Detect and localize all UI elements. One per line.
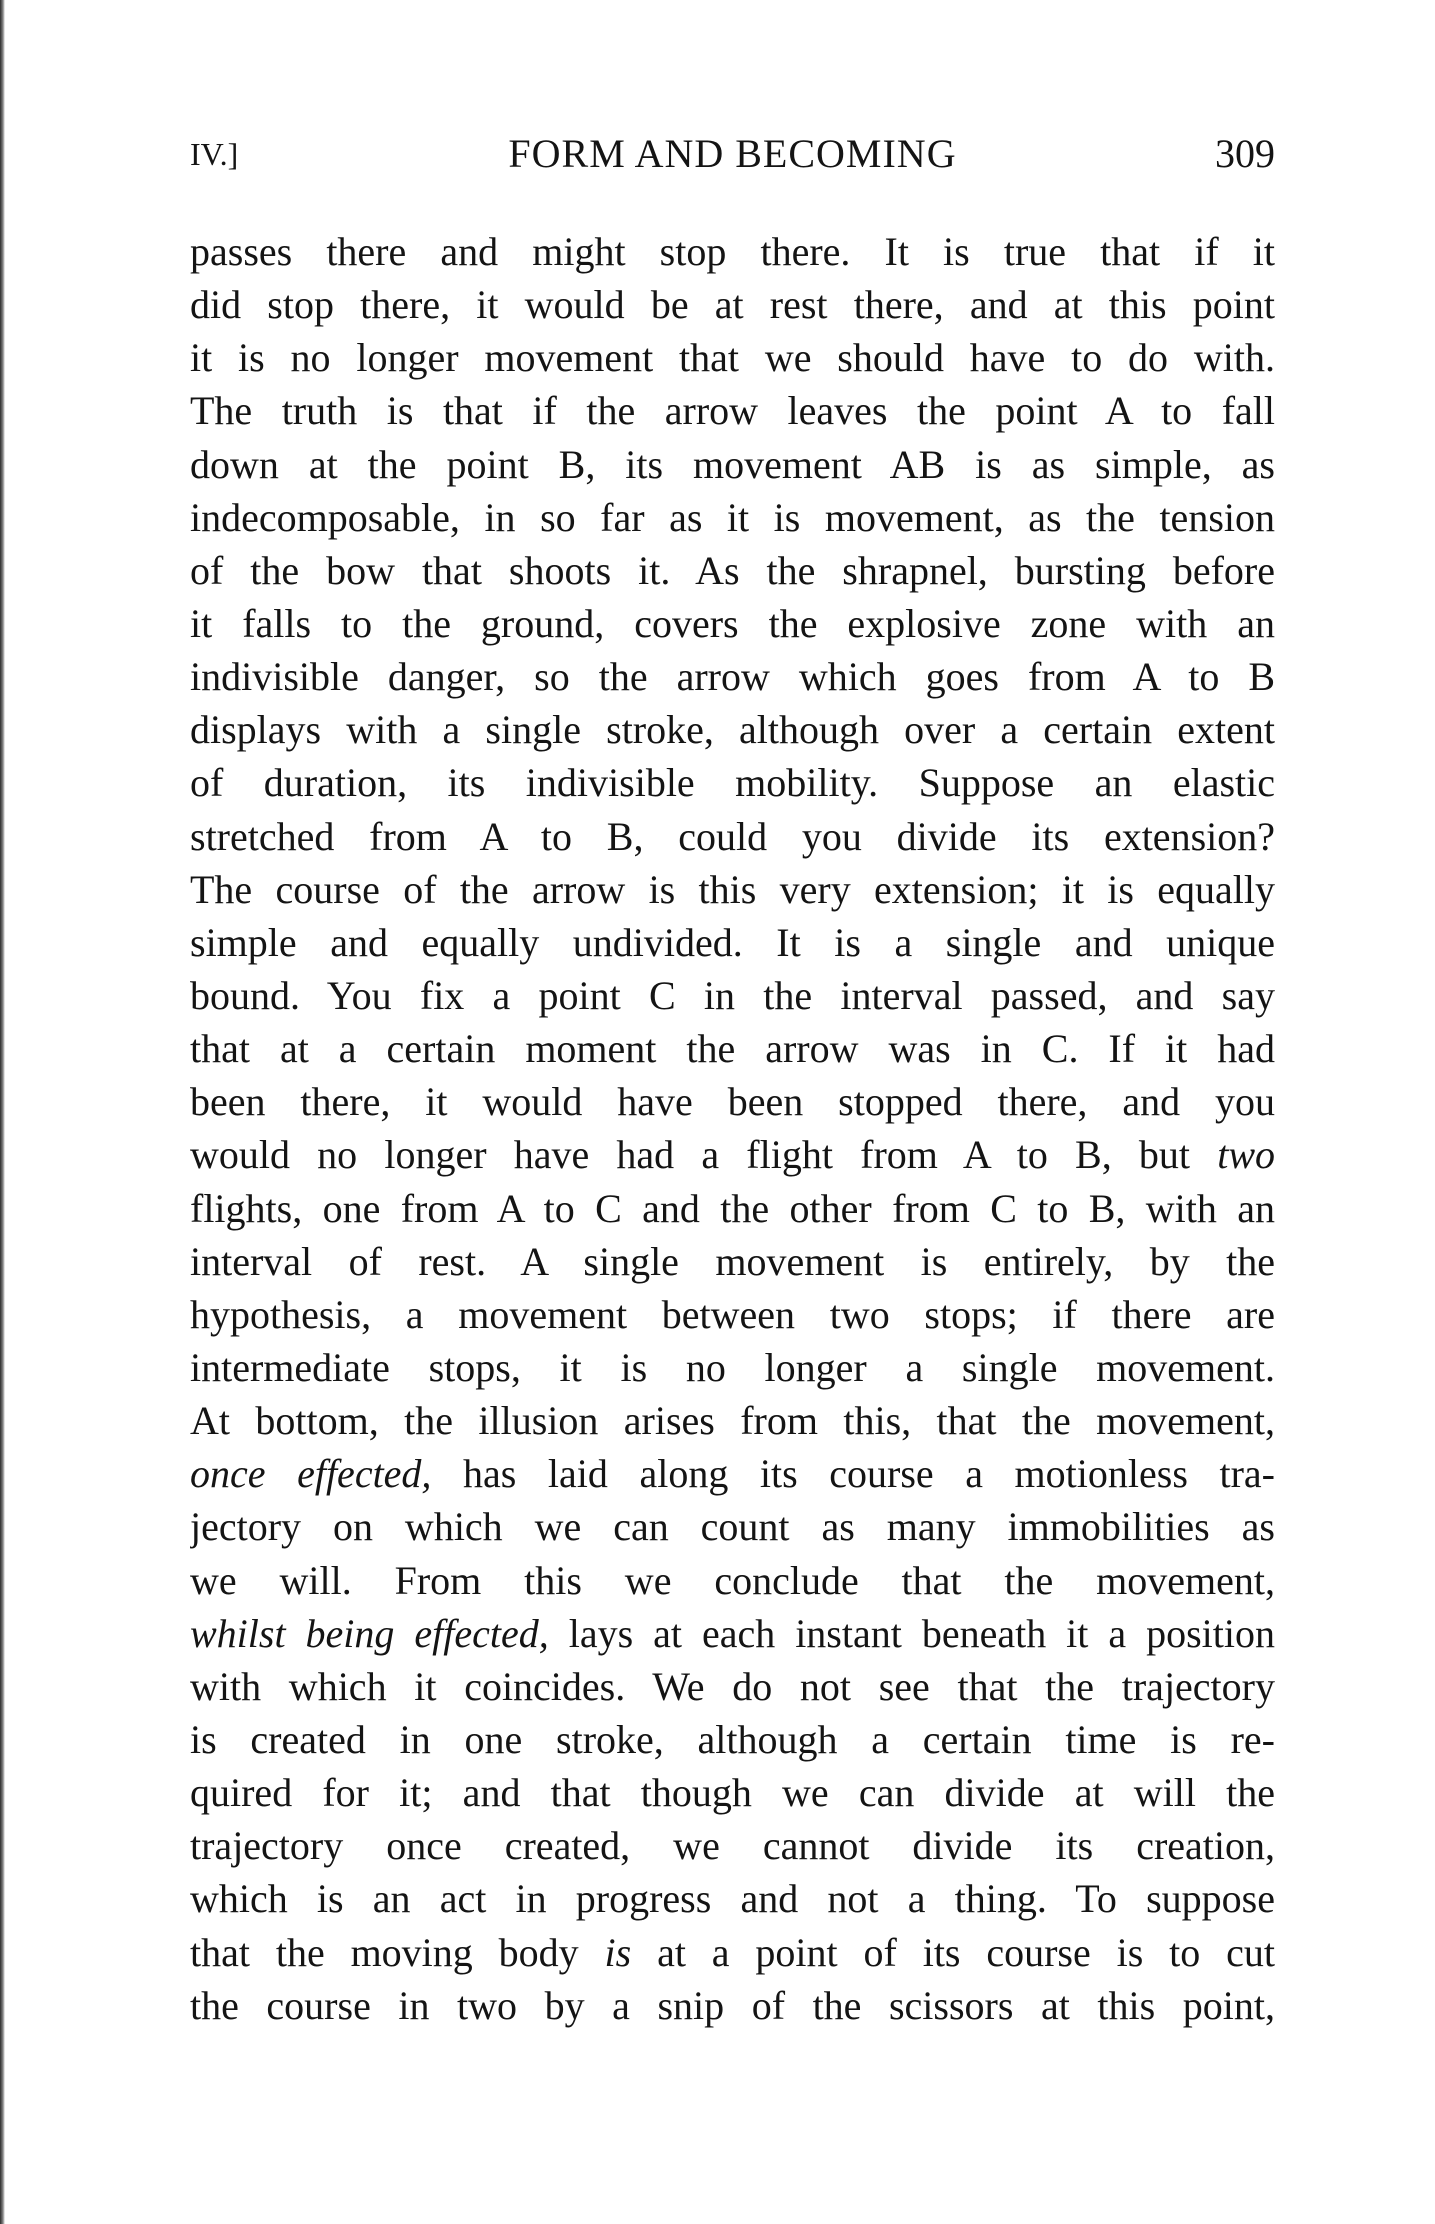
text-segment: would no longer have had a flight from A to B, but <box>190 1132 1218 1178</box>
text-line <box>190 225 1275 278</box>
text-segment: passes there and might stop there. It is true that if it <box>190 229 1275 274</box>
text-segment: it is no longer movement that we should have to do with. <box>190 335 1275 381</box>
text-segment: quired for it; and that though we can divide at will the <box>190 1770 1275 1816</box>
chapter-marker: IV.] <box>190 136 239 172</box>
text-segment: jectory on which we can count as many immobilities as <box>190 1504 1275 1550</box>
text-line <box>190 1447 1275 1500</box>
text-segment: of the bow that shoots it. As the shrapnel, bursting before <box>190 547 1275 593</box>
italic-text: two <box>1217 1132 1275 1178</box>
italic-text: whilst being effected, <box>190 1610 549 1656</box>
text-line <box>190 1235 1275 1288</box>
text-line <box>190 969 1275 1022</box>
text-line <box>190 1341 1275 1394</box>
text-segment: bound. You fix a point C in the interval passed, and say <box>190 972 1275 1018</box>
text-line <box>190 278 1275 331</box>
text-line <box>190 1713 1275 1766</box>
italic-text: is <box>604 1929 632 1975</box>
text-segment: At bottom, the illusion arises from this, that the movement, <box>190 1398 1275 1444</box>
text-line <box>190 916 1275 969</box>
text-segment: The course of the arrow is this very extension; it is equally <box>190 866 1275 912</box>
text-segment: indivisible danger, so the arrow which goes from A to B <box>190 654 1275 700</box>
text-line <box>190 438 1275 491</box>
running-head <box>190 128 1275 180</box>
text-line <box>190 1075 1275 1128</box>
page-scan-edge <box>0 0 5 2224</box>
text-segment: the course in two by a snip of the scissors at this point, <box>190 1982 1275 2028</box>
body-text <box>190 225 1275 2032</box>
text-line <box>190 1288 1275 1341</box>
text-line <box>190 756 1275 809</box>
text-segment: simple and equally undivided. It is a single and unique <box>190 919 1275 965</box>
text-segment: with which it coincides. We do not see that the trajectory <box>190 1663 1275 1709</box>
text-line <box>190 1926 1275 1979</box>
text-line <box>190 1819 1275 1872</box>
text-segment: of duration, its indivisible mobility. Suppose an elastic <box>190 760 1275 806</box>
text-segment: is created in one stroke, although a certain time is re- <box>190 1716 1275 1762</box>
text-segment: did stop there, it would be at rest there, and at this point <box>190 282 1275 328</box>
text-segment: intermediate stops, it is no longer a single movement. <box>190 1344 1275 1390</box>
text-line <box>190 1766 1275 1819</box>
text-line <box>190 1660 1275 1713</box>
text-line <box>190 863 1275 916</box>
text-segment: that at a certain moment the arrow was in C. If it had <box>190 1026 1275 1072</box>
text-segment: hypothesis, a movement between two stops; if there are <box>190 1291 1275 1337</box>
text-line <box>190 384 1275 437</box>
text-segment: indecomposable, in so far as it is movement, as the tension <box>190 494 1275 540</box>
text-segment: at a point of its course is to cut <box>631 1929 1275 1975</box>
text-segment: been there, it would have been stopped there, and you <box>190 1079 1275 1125</box>
text-line <box>190 1500 1275 1553</box>
text-line <box>190 1979 1275 2032</box>
text-segment: has laid along its course a motionless tra- <box>431 1451 1275 1497</box>
text-line <box>190 331 1275 384</box>
text-segment: that the moving body <box>190 1929 605 1975</box>
page-number: 309 <box>1215 131 1275 176</box>
text-line <box>190 1872 1275 1925</box>
text-line <box>190 1022 1275 1075</box>
text-line <box>190 810 1275 863</box>
text-segment: it falls to the ground, covers the explosive zone with an <box>190 600 1275 646</box>
page-title: FORM AND BECOMING <box>508 131 957 176</box>
text-line <box>190 597 1275 650</box>
text-segment: which is an act in progress and not a thing. To suppose <box>190 1876 1275 1922</box>
text-segment: down at the point B, its movement AB is as simple, as <box>190 441 1275 487</box>
text-line <box>190 1394 1275 1447</box>
text-segment: we will. From this we conclude that the movement, <box>190 1557 1275 1603</box>
text-segment: flights, one from A to C and the other from C to B, with an <box>190 1185 1275 1231</box>
text-segment: displays with a single stroke, although over a certain extent <box>190 707 1275 753</box>
text-segment: lays at each instant beneath it a position <box>548 1610 1275 1656</box>
text-segment: trajectory once created, we cannot divide its creation, <box>190 1823 1275 1869</box>
text-line <box>190 1128 1275 1181</box>
text-line <box>190 1182 1275 1235</box>
text-line <box>190 491 1275 544</box>
text-line <box>190 1554 1275 1607</box>
text-segment: interval of rest. A single movement is entirely, by the <box>190 1238 1275 1284</box>
text-line <box>190 650 1275 703</box>
text-segment: The truth is that if the arrow leaves the point A to fall <box>190 388 1275 434</box>
text-line <box>190 703 1275 756</box>
text-line <box>190 544 1275 597</box>
italic-text: once effected, <box>190 1451 432 1497</box>
text-line <box>190 1607 1275 1660</box>
text-segment: stretched from A to B, could you divide its extension? <box>190 813 1275 859</box>
